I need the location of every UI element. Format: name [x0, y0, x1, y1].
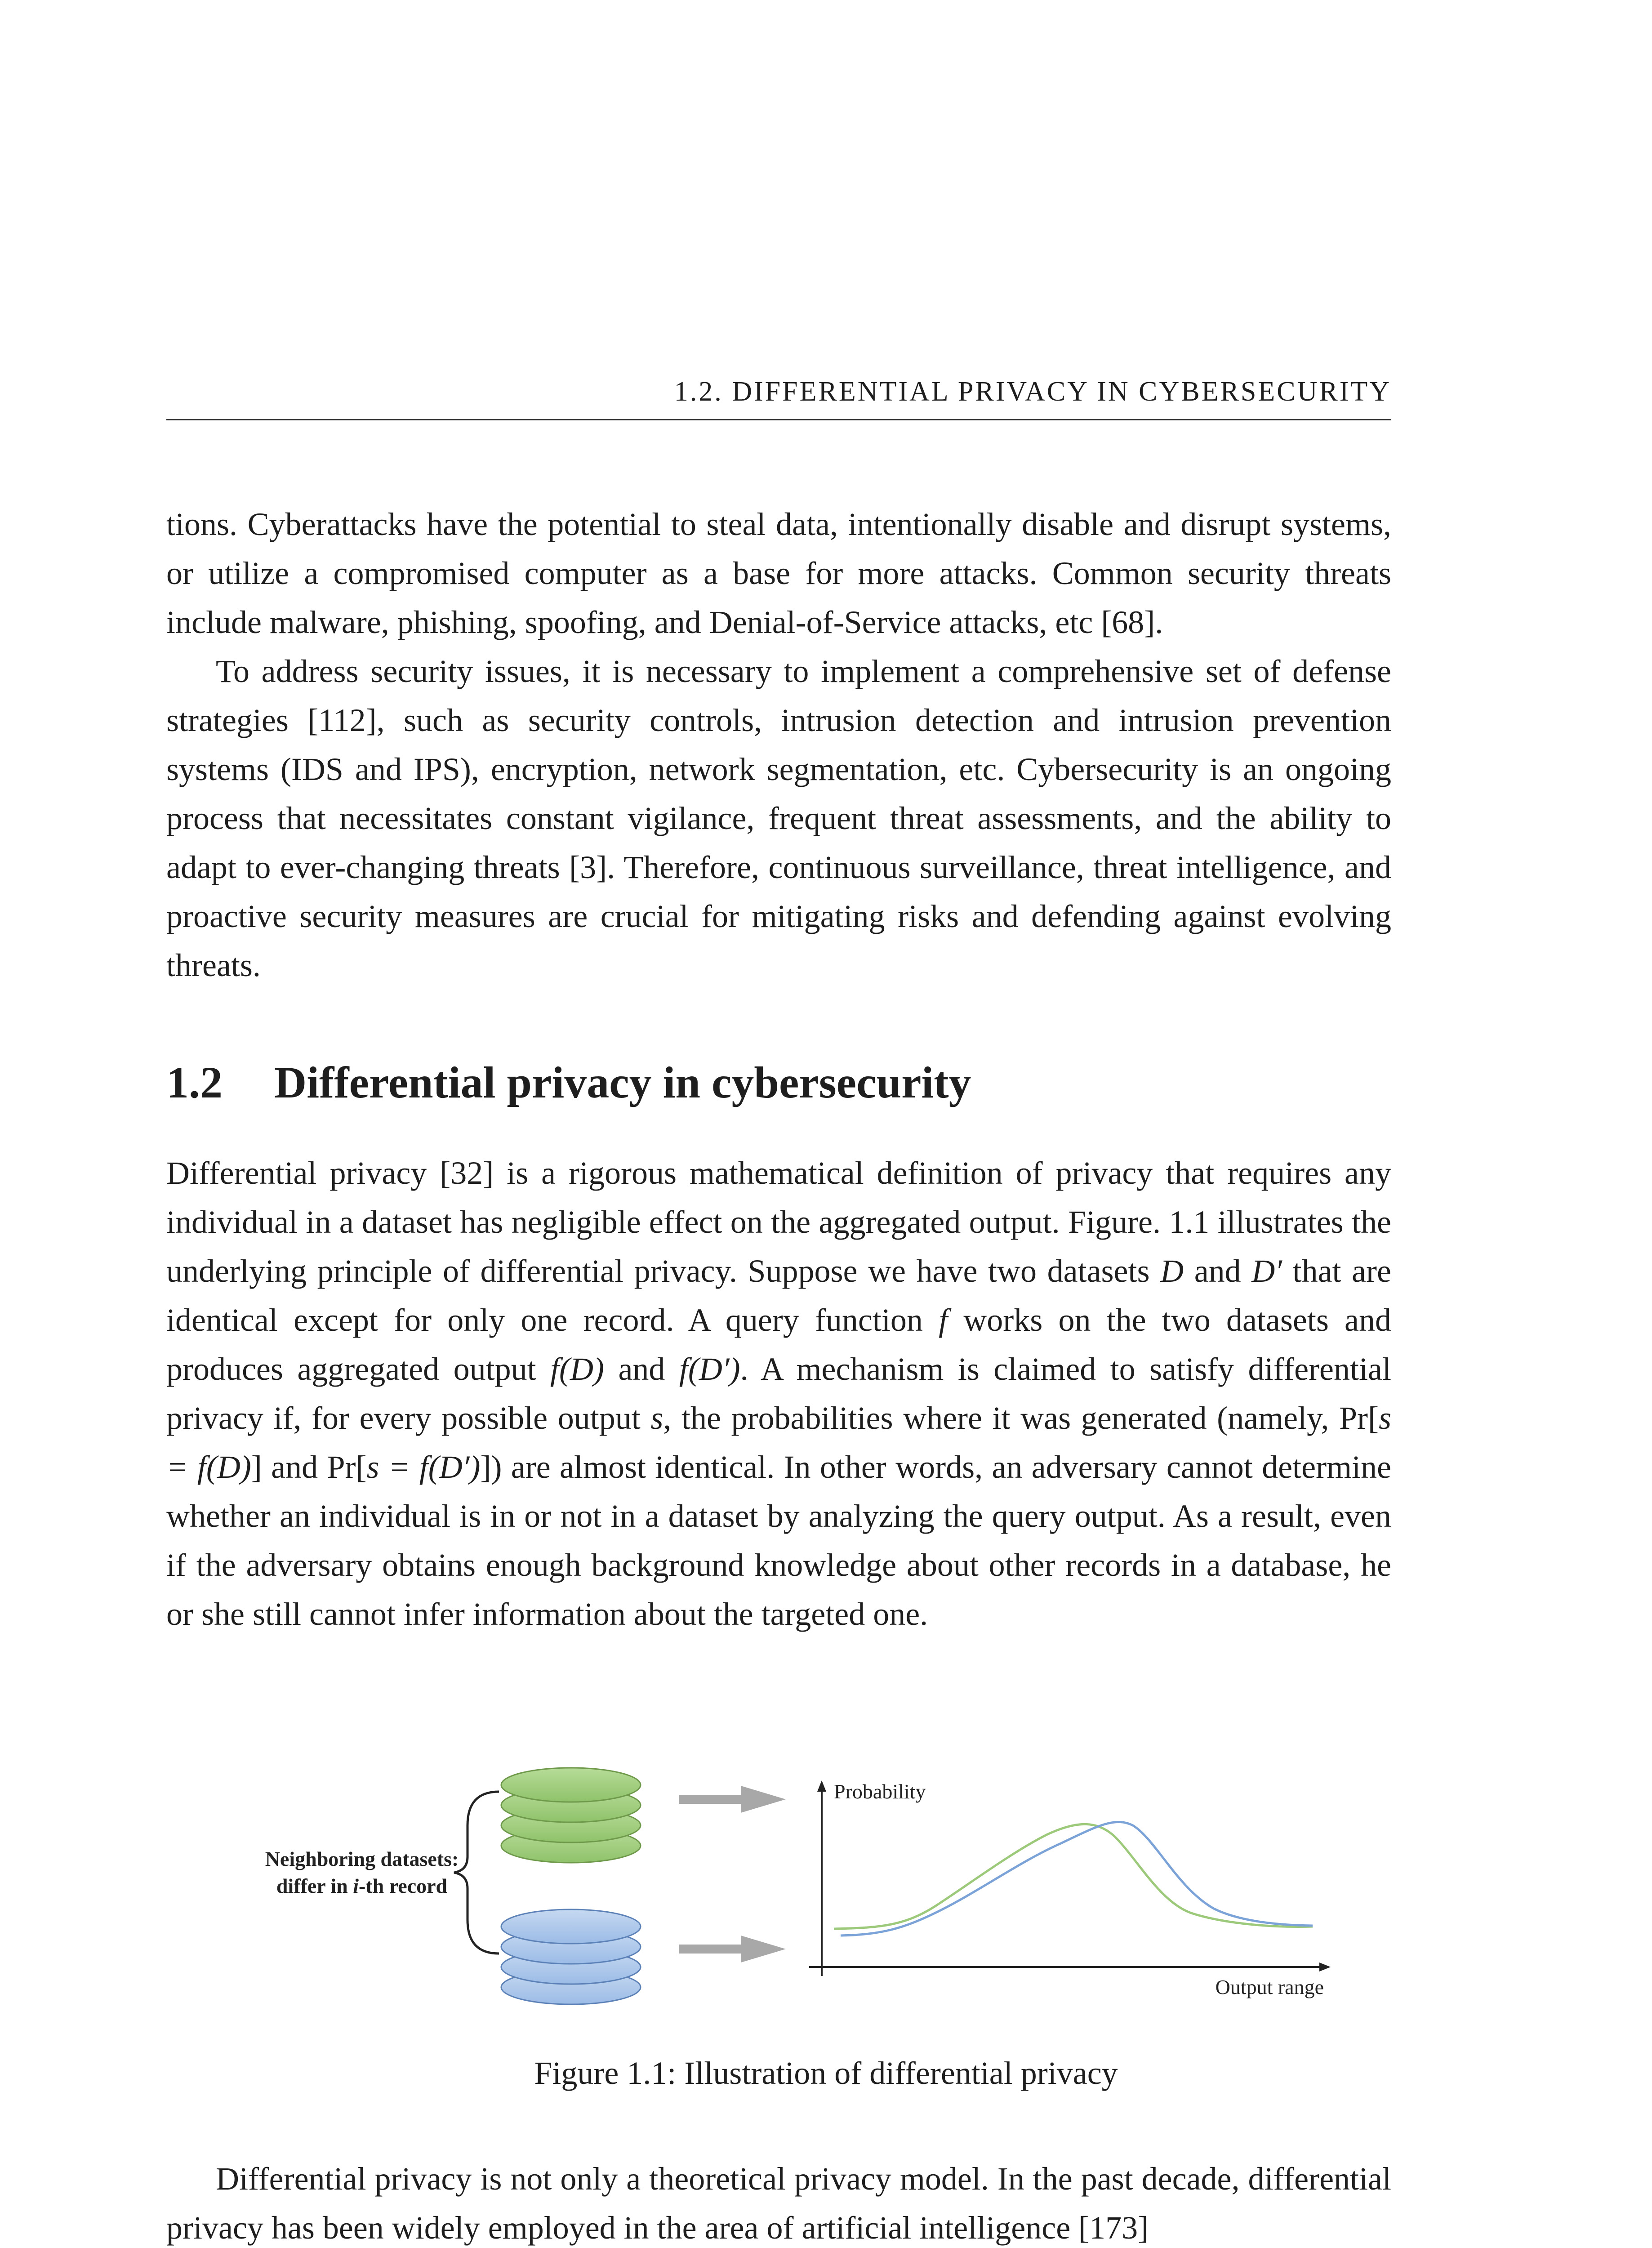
x-axis-arrowhead	[1319, 1963, 1331, 1971]
figure-illustration	[0, 1744, 1652, 2032]
section-text	[166, 1149, 1391, 1639]
neighboring-datasets-label-line2: differ in i-th record	[276, 1874, 448, 1897]
green-distribution-curve	[834, 1824, 1313, 1929]
section-number: 1.2	[166, 1057, 223, 1107]
y-axis-arrowhead	[817, 1780, 826, 1792]
closing-paragraph: Differential privacy is not only a theoretical privacy model. In the past decade, differential privacy has been widely employed in the area of artificial intelligence [173]	[166, 2161, 1391, 2246]
arrow-right-icon	[679, 1936, 786, 1963]
section-heading	[166, 1057, 971, 1108]
blue-dataset-stack	[501, 1909, 641, 2004]
intro-text	[166, 500, 1391, 990]
section-paragraph: Differential privacy [32] is a rigorous mathematical definition of privacy that requires any individual in a dataset has negligible effect on the aggregated output. Figure. 1.1 illustrates the underlying principle of differential privacy. Suppose we have two datasets D and D′ that are identical except for only one record. A query function f works on the two datasets and produces aggregated output f(D) and f(D′). A mechanism is claimed to satisfy differential privacy if, for every possible output s, the probabilities where it was generated (namely, Pr[s = f(D)] and Pr[s = f(D′)]) are almost identical. In other words, an adversary cannot determine whether an individual is in or not in a dataset by analyzing the query output. As a result, even if the adversary obtains enough background knowledge about other records in a database, he or she still cannot infer information about the targeted one.	[166, 1155, 1392, 1632]
y-axis-label: Probability	[834, 1780, 926, 1803]
neighboring-datasets-label-line1: Neighboring datasets:	[265, 1847, 459, 1870]
figure-caption: Figure 1.1: Illustration of differential privacy	[534, 2055, 1118, 2091]
paragraph-1: tions. Cyberattacks have the potential to steal data, intentionally disable and disrupt systems, or utilize a compromised computer as a base for more attacks. Common security threats include malware, phishing, spoofing, and Denial-of-Service attacks, etc [68].	[166, 506, 1391, 640]
paragraph-2: To address security issues, it is necessary to implement a comprehensive set of defense strategies [112], such as security controls, intrusion detection and intrusion prevention systems (IDS and IPS), encryption, network segmentation, etc. Cybersecurity is an ongoing process that necessitates constant vigilance, frequent threat assessments, and the ability to adapt to ever-changing threats [3]. Therefore, continuous surveillance, threat intelligence, and proactive security measures are crucial for mitigating risks and defending against evolving threats.	[166, 653, 1391, 983]
section-title: Differential privacy in cybersecurity	[274, 1057, 971, 1107]
x-axis-label: Output range	[1215, 1976, 1324, 1998]
green-dataset-stack	[501, 1768, 641, 1863]
running-head: 1.2. DIFFERENTIAL PRIVACY IN CYBERSECURITY	[674, 376, 1391, 407]
arrow-right-icon	[679, 1786, 786, 1813]
header-rule	[166, 419, 1391, 420]
brace	[454, 1792, 499, 1954]
